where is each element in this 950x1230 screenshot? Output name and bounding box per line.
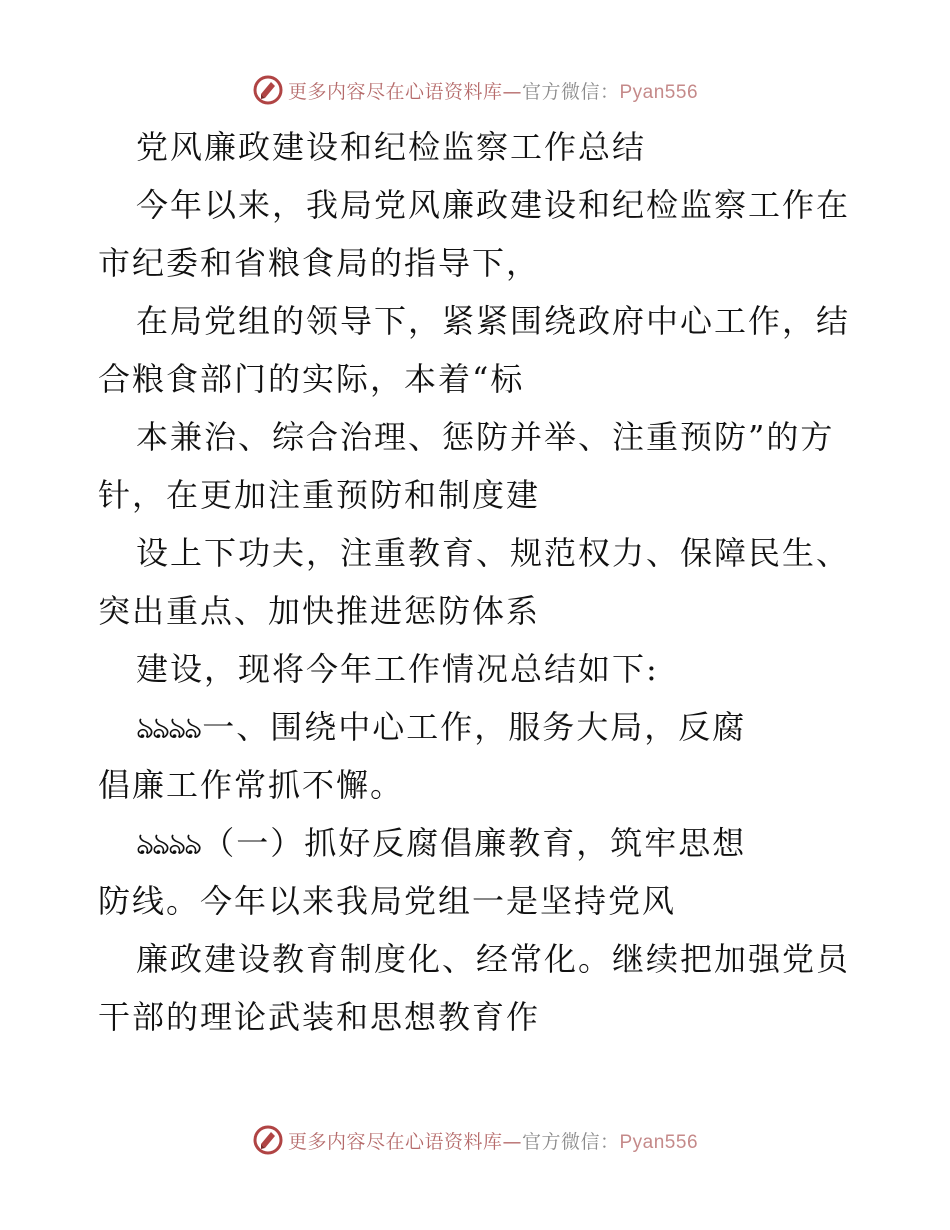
banner-text — [288, 77, 698, 104]
banner-text — [288, 1127, 698, 1154]
paragraph-line: 建设，现将今年工作情况总结如下: — [136, 650, 659, 688]
paragraph-line: 在局党组的领导下，紧紧围绕政府中心工作，结 — [136, 302, 851, 340]
ornament-icon: ঌঌঌঌ — [136, 711, 201, 746]
section-heading-line: ঌঌঌঌ一、围绕中心工作，服务大局，反腐 — [136, 708, 747, 746]
paragraph-line: 本兼治、综合治理、惩防并举、注重预防”的方 — [136, 418, 835, 456]
paragraph-line: 市纪委和省粮食局的指导下， — [98, 244, 541, 282]
paragraph-line: 廉政建设教育制度化、经常化。继续把加强党员 — [136, 940, 851, 978]
banner-wechat-label: 官方微信： — [521, 1130, 620, 1153]
header-banner — [0, 70, 950, 110]
document-title: 党风廉政建设和纪检监察工作总结 — [136, 128, 647, 166]
footer-banner — [0, 1120, 950, 1160]
brand-logo-icon — [252, 1124, 284, 1156]
banner-wechat-label: 官方微信： — [521, 80, 620, 103]
ornament-icon: ঌঌঌঌ — [136, 827, 201, 862]
banner-wechat-id: Pyan556 — [619, 81, 699, 103]
paragraph-line: 防线。今年以来我局党组一是坚持党风 — [98, 882, 677, 920]
banner-main-text: 更多内容尽在心语资料库— — [287, 80, 522, 103]
paragraph-line: 突出重点、加快推进惩防体系 — [98, 592, 541, 630]
paragraph-line: 合粮食部门的实际，本着“标 — [98, 360, 525, 398]
paragraph-line: 倡廉工作常抓不懈。 — [98, 766, 405, 804]
subsection-heading-line: ঌঌঌঌ（一）抓好反腐倡廉教育，筑牢思想 — [136, 824, 747, 862]
document-body — [98, 118, 858, 1046]
banner-main-text: 更多内容尽在心语资料库— — [287, 1130, 522, 1153]
paragraph-line: 针，在更加注重预防和制度建 — [98, 476, 541, 514]
paragraph-line: 干部的理论武装和思想教育作 — [98, 998, 541, 1036]
paragraph-line: 今年以来，我局党风廉政建设和纪检监察工作在 — [136, 186, 851, 224]
banner-wechat-id: Pyan556 — [619, 1131, 699, 1153]
brand-logo-icon — [252, 74, 284, 106]
paragraph-line: 设上下功夫，注重教育、规范权力、保障民生、 — [136, 534, 851, 572]
